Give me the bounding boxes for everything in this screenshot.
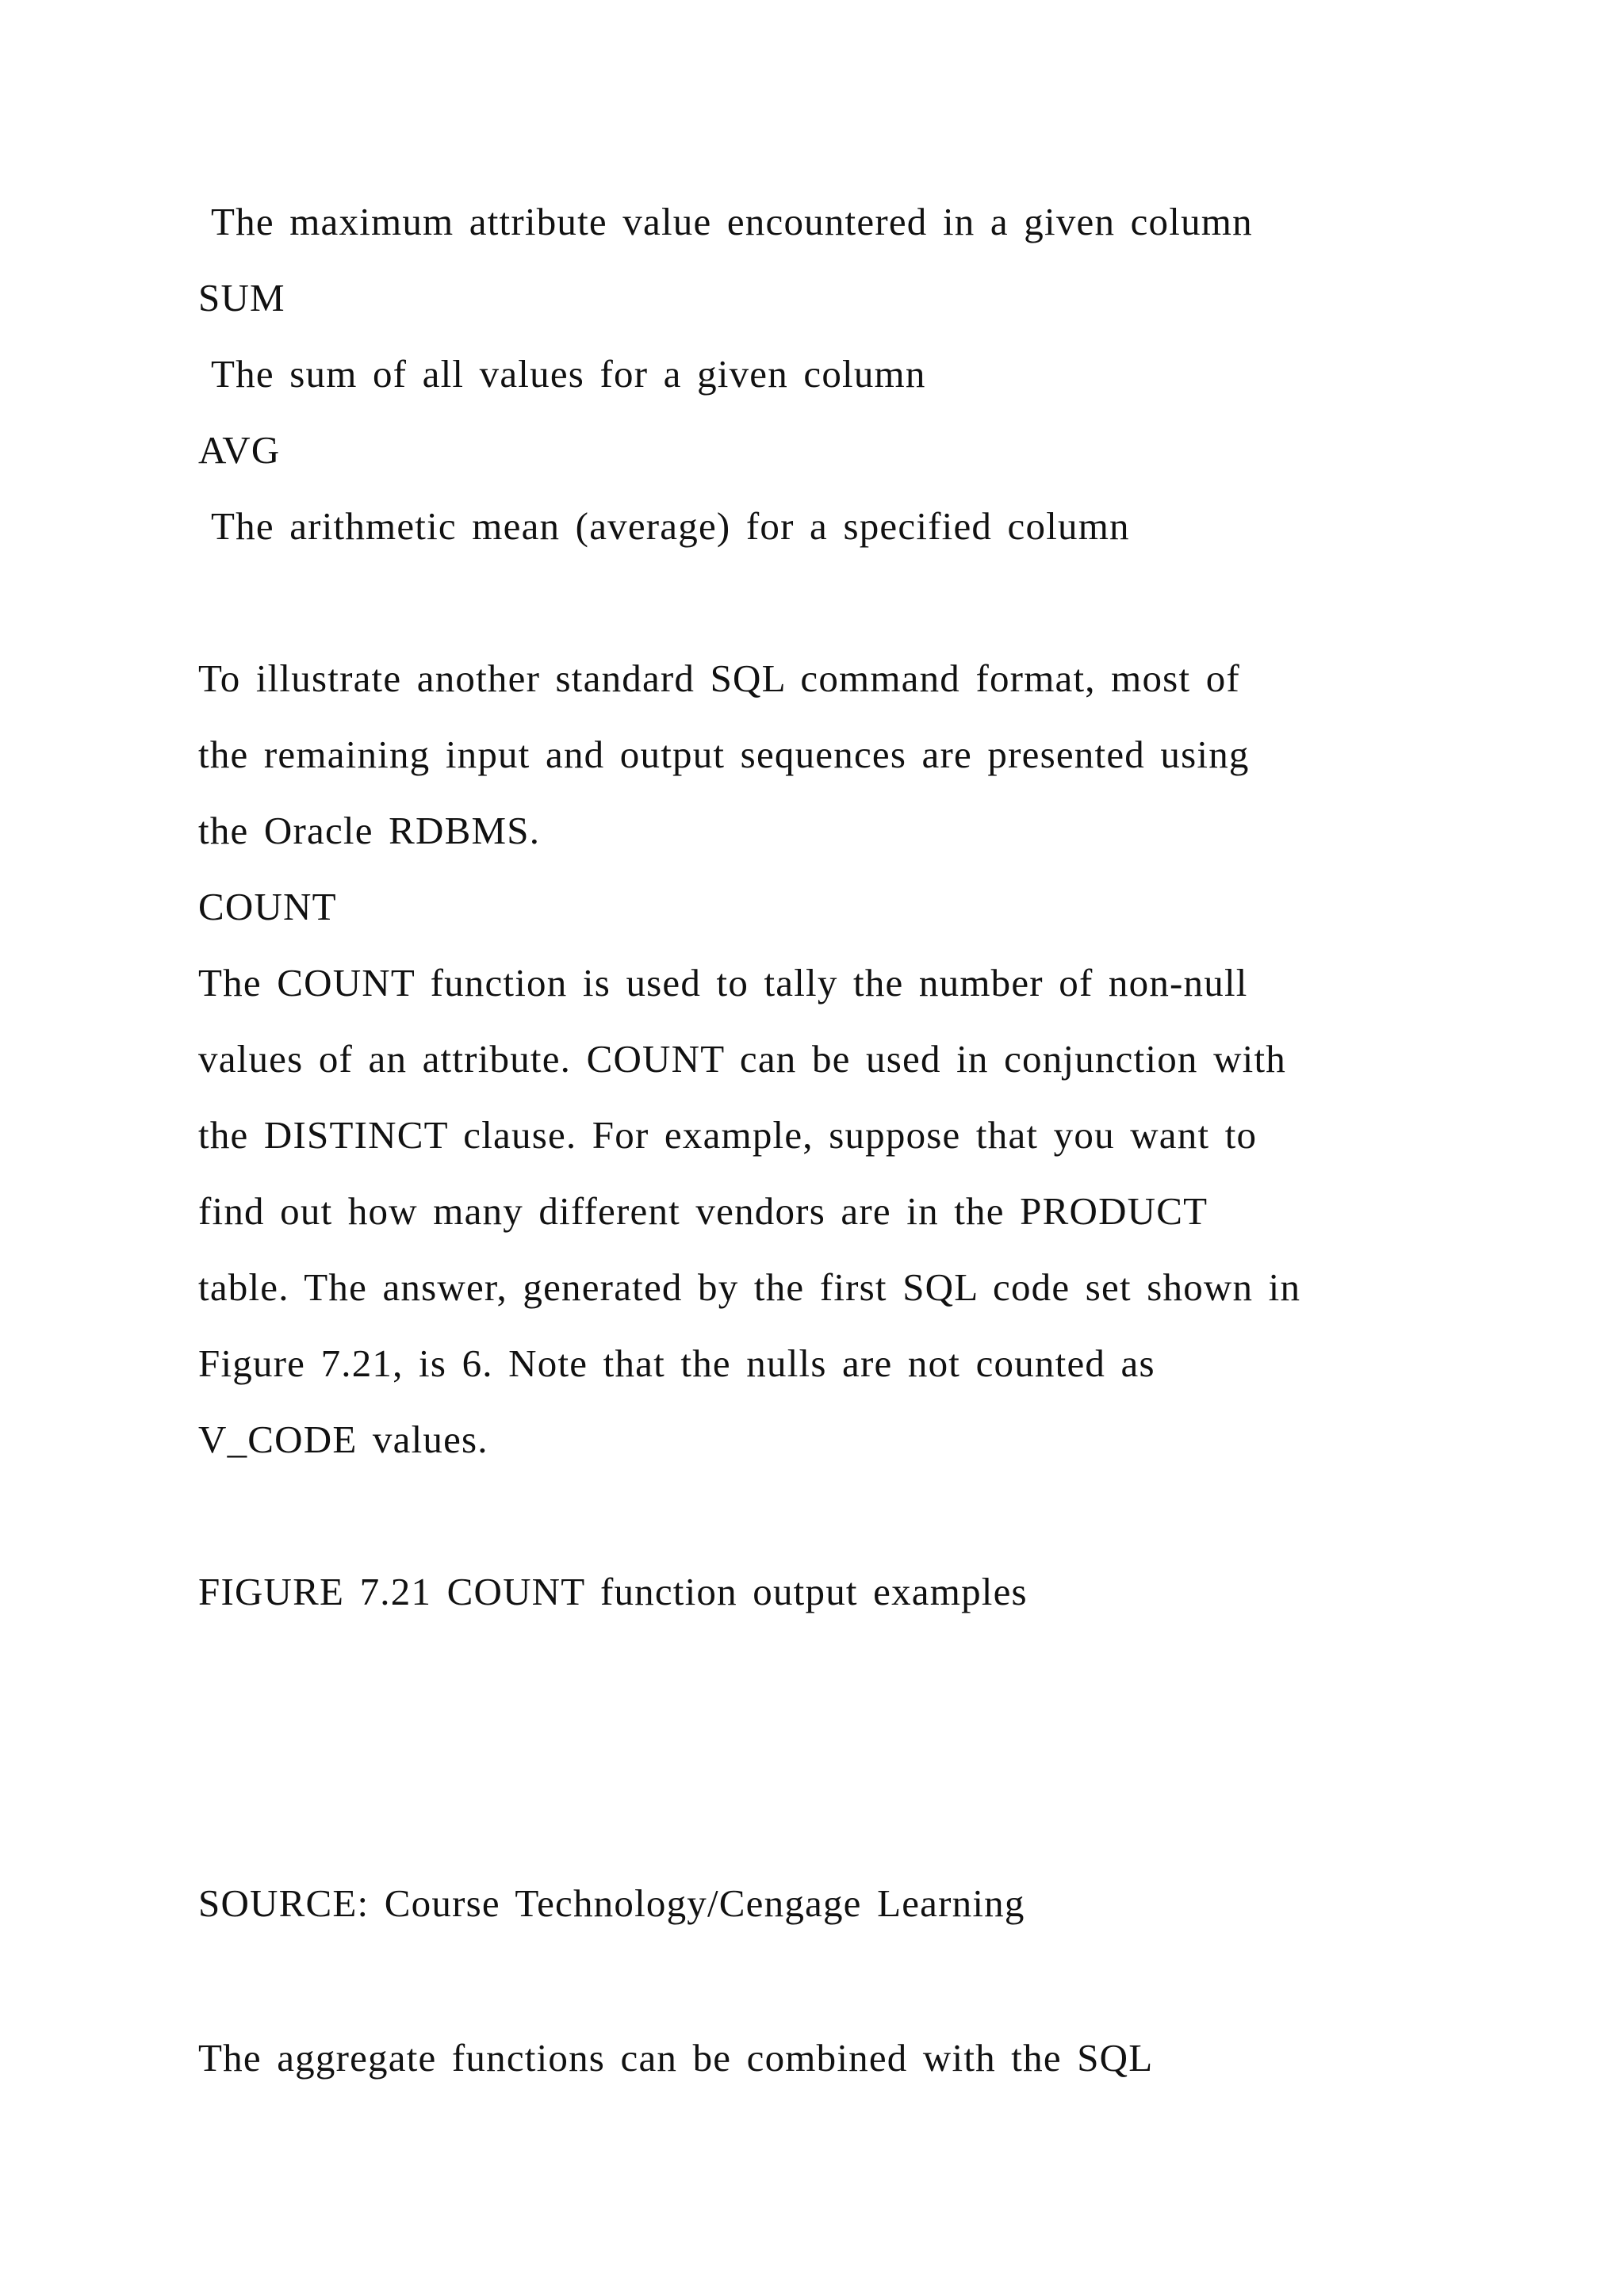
count-heading: COUNT [198,885,337,928]
avg-term: AVG [198,428,281,472]
paragraph-line: values of an attribute. COUNT can be used in conjunction with [198,1037,1286,1081]
paragraph-line: the Oracle RDBMS. [198,809,541,852]
paragraph-line: table. The answer, generated by the first SQL code set shown in [198,1265,1301,1309]
paragraph-line: The COUNT function is used to tally the number of non-null [198,961,1248,1004]
sum-term: SUM [198,276,285,320]
max-description: The maximum attribute value encountered in a given column [211,200,1253,243]
sum-description: The sum of all values for a given column [211,352,926,396]
paragraph-line: Figure 7.21, is 6. Note that the nulls are not counted as [198,1341,1155,1385]
paragraph-line: To illustrate another standard SQL command format, most of [198,656,1240,700]
paragraph-line: the remaining input and output sequences are presented using [198,733,1250,776]
figure-caption: FIGURE 7.21 COUNT function output examples [198,1570,1028,1613]
paragraph-line: V_CODE values. [198,1418,488,1461]
paragraph-line: the DISTINCT clause. For example, suppose that you want to [198,1113,1258,1157]
paragraph-line: The aggregate functions can be combined with the SQL [198,2036,1154,2080]
paragraph-line: find out how many different vendors are in the PRODUCT [198,1189,1208,1233]
figure-source: SOURCE: Course Technology/Cengage Learning [198,1881,1025,1925]
avg-description: The arithmetic mean (average) for a specified column [211,504,1130,548]
